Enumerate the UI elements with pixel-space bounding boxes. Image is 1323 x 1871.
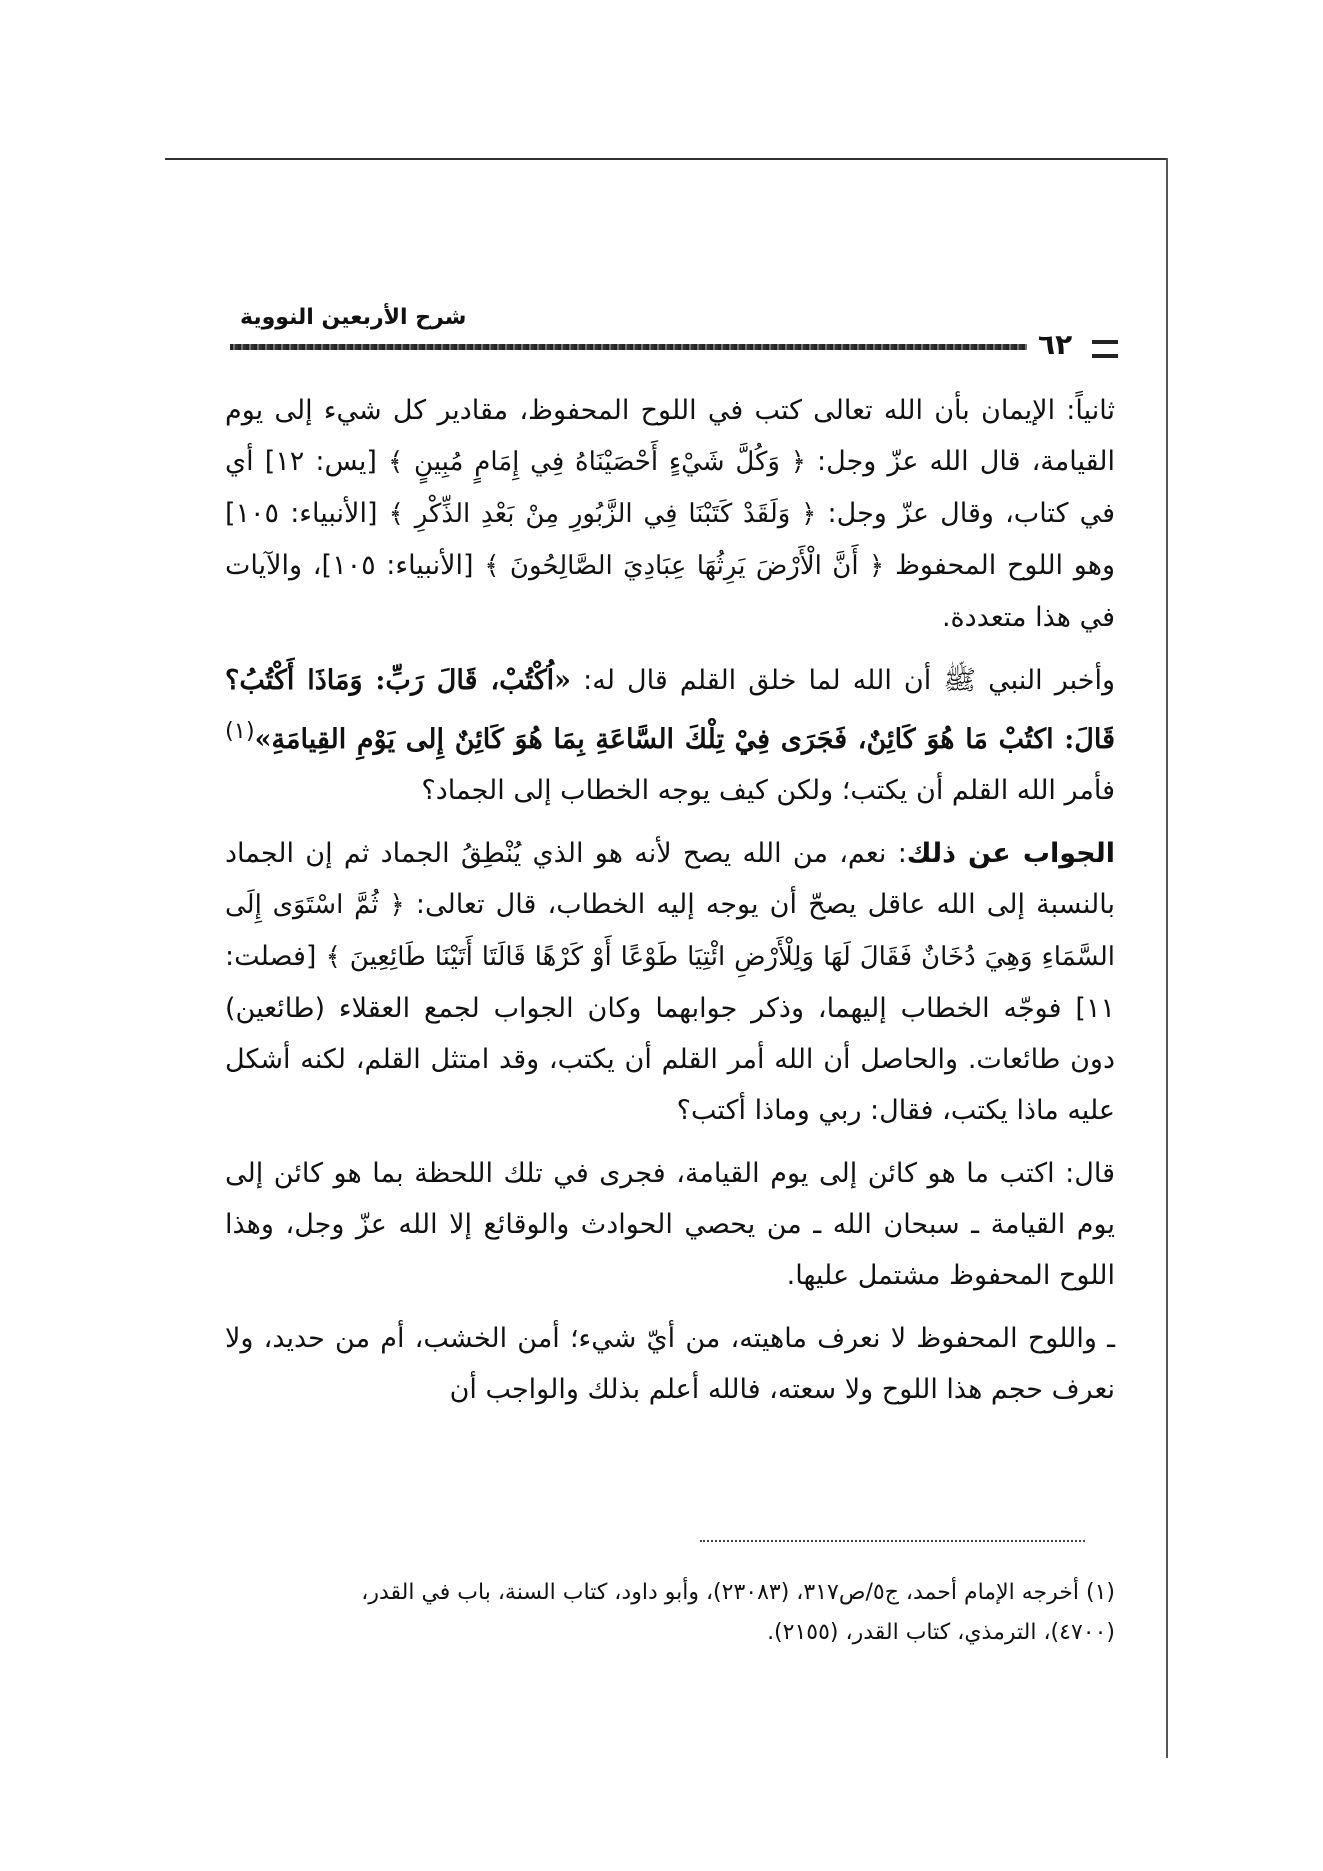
page-number: ٦٢ — [1038, 328, 1073, 361]
quran-verse: ﴿ ثُمَّ اسْتَوَى إِلَى السَّمَاءِ وَهِيَ دُخَانٌ فَقَالَ لَهَا وَلِلْأَرْضِ ائْتِيَا طَوْعًا أَوْ كَرْهًا قَالَتَا أَتَيْنَا طَائِعِينَ ﴾ — [225, 890, 1115, 972]
footnote-line: (١) أخرجه الإمام أحمد، ج٥/ص٣١٧، (٢٣٠٨٣)، وأبو داود، كتاب السنة، باب في القدر، — [361, 1580, 1115, 1605]
footnote-ref[interactable]: (١) — [225, 718, 255, 744]
paragraph-1-text: [الأنبياء: ١٠٥] وهو اللوح المحفوظ — [225, 498, 1115, 581]
quran-verse: ﴿ أَنَّ الْأَرْضَ يَرِثُهَا عِبَادِيَ الصَّالِحُونَ ﴾ — [484, 551, 885, 581]
footnote-separator — [700, 1540, 1085, 1542]
quran-verse: ﴿ وَكُلَّ شَيْءٍ أَحْصَيْنَاهُ فِي إِمَامٍ مُبِينٍ ﴾ — [388, 447, 806, 477]
paragraph-2-text: وأخبر النبي ﷺ أن الله لما خلق القلم قال له: — [571, 665, 1115, 696]
top-border-line — [165, 158, 1168, 160]
footnote-line: (٤٧٠٠)، الترمذي، كتاب القدر، (٢١٥٥). — [767, 1620, 1115, 1645]
main-text — [225, 385, 1115, 1415]
paragraph-1-text: [يس: ١٢] أي في كتاب، وقال عزّ وجل: — [225, 446, 1115, 529]
paragraph-1-text: [الأنبياء: ١٠٥]، والآيات في هذا متعددة. — [225, 550, 1115, 633]
page-header — [230, 300, 1130, 360]
paragraph-2-text: فأمر الله القلم أن يكتب؛ ولكن كيف يوجه الخطاب إلى الجماد؟ — [421, 775, 1115, 806]
paragraph-4: قال: اكتب ما هو كائن إلى يوم القيامة، فجرى في تلك اللحظة بما هو كائن إلى يوم القيامة ـ سبحان الله ـ من يحصي الحوادث والوقائع إلا الله عزّ وجل، وهذا اللوح المحفوظ مشتمل عليها. — [225, 1158, 1115, 1291]
paragraph-3-text: : نعم، من الله يصح لأنه هو الذي يُنْطِقُ الجماد ثم إن الجماد بالنسبة إلى الله عاقل يصحّ أن يوجه إليه الخطاب، قال تعالى: — [225, 838, 1115, 920]
paragraph-3 — [225, 828, 1115, 1136]
paragraph-1-text: ثانياً: الإيمان بأن الله تعالى كتب في اللوح المحفوظ، مقادير كل شيء إلى يوم القيامة، قال الله عزّ وجل: — [225, 395, 1115, 477]
quran-verse: ﴿ وَلَقَدْ كَتَبْنَا فِي الزَّبُورِ مِنْ بَعْدِ الذِّكْرِ ﴾ — [388, 499, 817, 529]
footnote — [225, 1573, 1115, 1653]
paragraph-1 — [225, 385, 1115, 643]
paragraph-2 — [225, 655, 1115, 816]
answer-heading: الجواب عن ذلك — [906, 838, 1116, 869]
paragraph-5: ـ واللوح المحفوظ لا نعرف ماهيته، من أيّ شيء؛ أمن الخشب، أم من حديد، ولا نعرف حجم هذا اللوح ولا سعته، فالله أعلم بذلك والواجب أن — [225, 1323, 1115, 1405]
hadith-quote: «اُكْتُبْ، قَالَ رَبِّ: وَمَاذَا أَكْتُبُ؟ قَالَ: اكتُبْ مَا هُوَ كَائِنٌ، فَجَرَى فِيْ تِلْكَ السَّاعَةِ بِمَا هُوَ كَائِنٌ إِلى يَوْمِ القِيامَةِ» — [225, 665, 1115, 755]
right-border-line — [1166, 158, 1168, 1758]
running-title: شرح الأربعين النووية — [240, 305, 467, 330]
header-rule — [230, 344, 1027, 350]
page-number-ornament — [1092, 340, 1118, 358]
paragraph-3-text: [فصلت: ١١] فوجّه الخطاب إليهما، وذكر جوابهما وكان الجواب لجمع العقلاء (طائعين) دون طائعات. والحاصل أن الله أمر القلم أن يكتب، وقد امتثل القلم، لكنه أشكل عليه ماذا يكتب، فقال: ربي وماذا أكتب؟ — [225, 941, 1115, 1126]
